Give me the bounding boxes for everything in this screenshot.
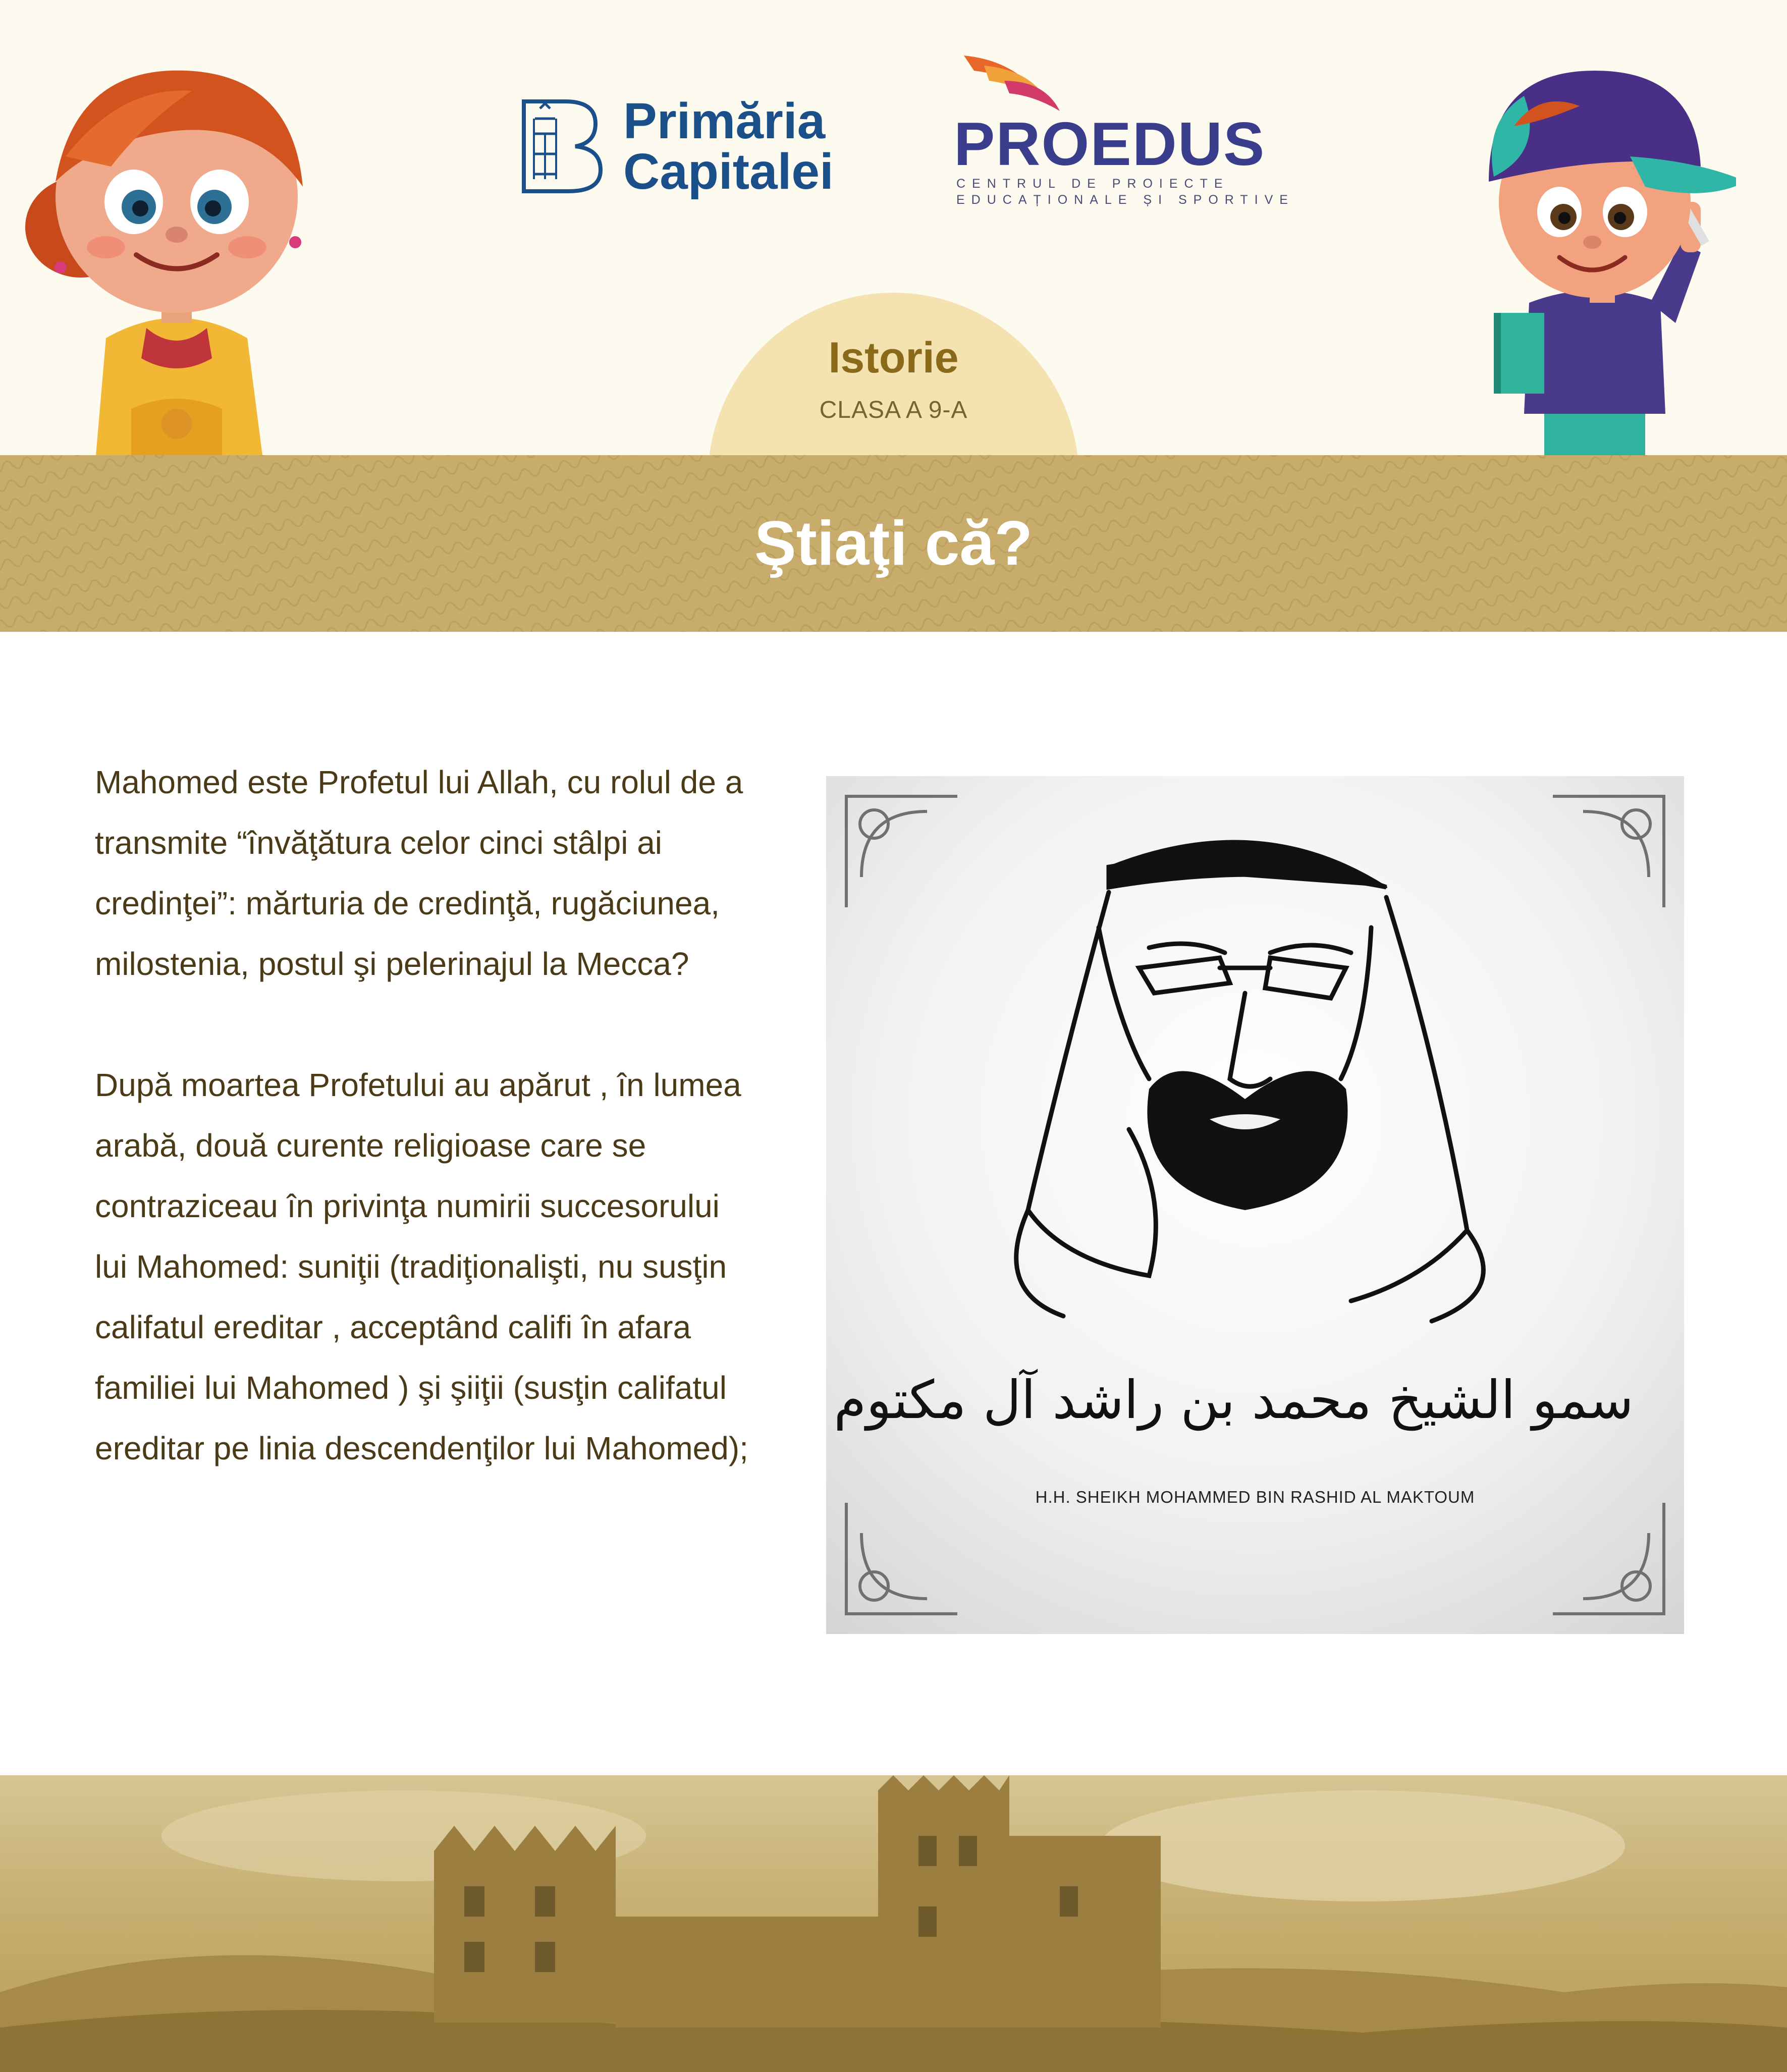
footer-illustration — [0, 1775, 1787, 2072]
proedus-logo-wordmark: PROEDUS — [954, 110, 1266, 178]
girl-mascot-illustration — [20, 56, 333, 455]
primaria-logo-mark — [520, 98, 603, 194]
portrait-caption-arabic: سمو الشيخ محمد بن راشد آل مكتوم — [834, 1369, 1634, 1431]
portrait-illustration — [826, 776, 1684, 1634]
portrait-caption-english: H.H. SHEIKH MOHAMMED BIN RASHID AL MAKTOUM — [1035, 1488, 1475, 1506]
paragraph-succession: După moartea Profetului au apărut , în lumea arabă, două curente religioase care se contraziceau în privinţa numirii succesorului lui Mahomed: suniţii (tradiţionalişti, nu susţin califatul ereditar , acceptând califi în afara familiei lui Mahomed ) şi şiiţii (susţin califatul ereditar pe linia descendenţilor lui Mahomed); — [95, 1067, 748, 1466]
header — [0, 0, 1787, 455]
banner-title: Ştiaţi că? — [754, 509, 1033, 578]
title-banner — [0, 455, 1787, 632]
proedus-logo[interactable] — [954, 50, 1294, 207]
boy-mascot-illustration — [1464, 50, 1736, 455]
grade-label: CLASA A 9-A — [819, 397, 968, 423]
primaria-capitalei-logo[interactable] — [520, 93, 848, 204]
subject-title: Istorie — [828, 334, 959, 382]
proedus-logo-tagline2: EDUCAȚIONALE ȘI SPORTIVE — [956, 193, 1294, 207]
primaria-logo-line1: Primăria — [623, 93, 826, 149]
primaria-logo-line2: Capitalei — [623, 143, 834, 200]
paragraph-five-pillars: Mahomed este Profetul lui Allah, cu rolul de a transmite “învăţătura celor cinci stâlpi ai credinţei”: mărturia de credinţă, rugăciunea, milostenia, postul şi pelerinajul la Mecca? — [95, 764, 743, 982]
content-text — [95, 752, 751, 1479]
castle-landscape-illustration — [0, 1775, 1787, 2072]
proedus-logo-tagline1: CENTRUL DE PROIECTE — [956, 177, 1229, 191]
